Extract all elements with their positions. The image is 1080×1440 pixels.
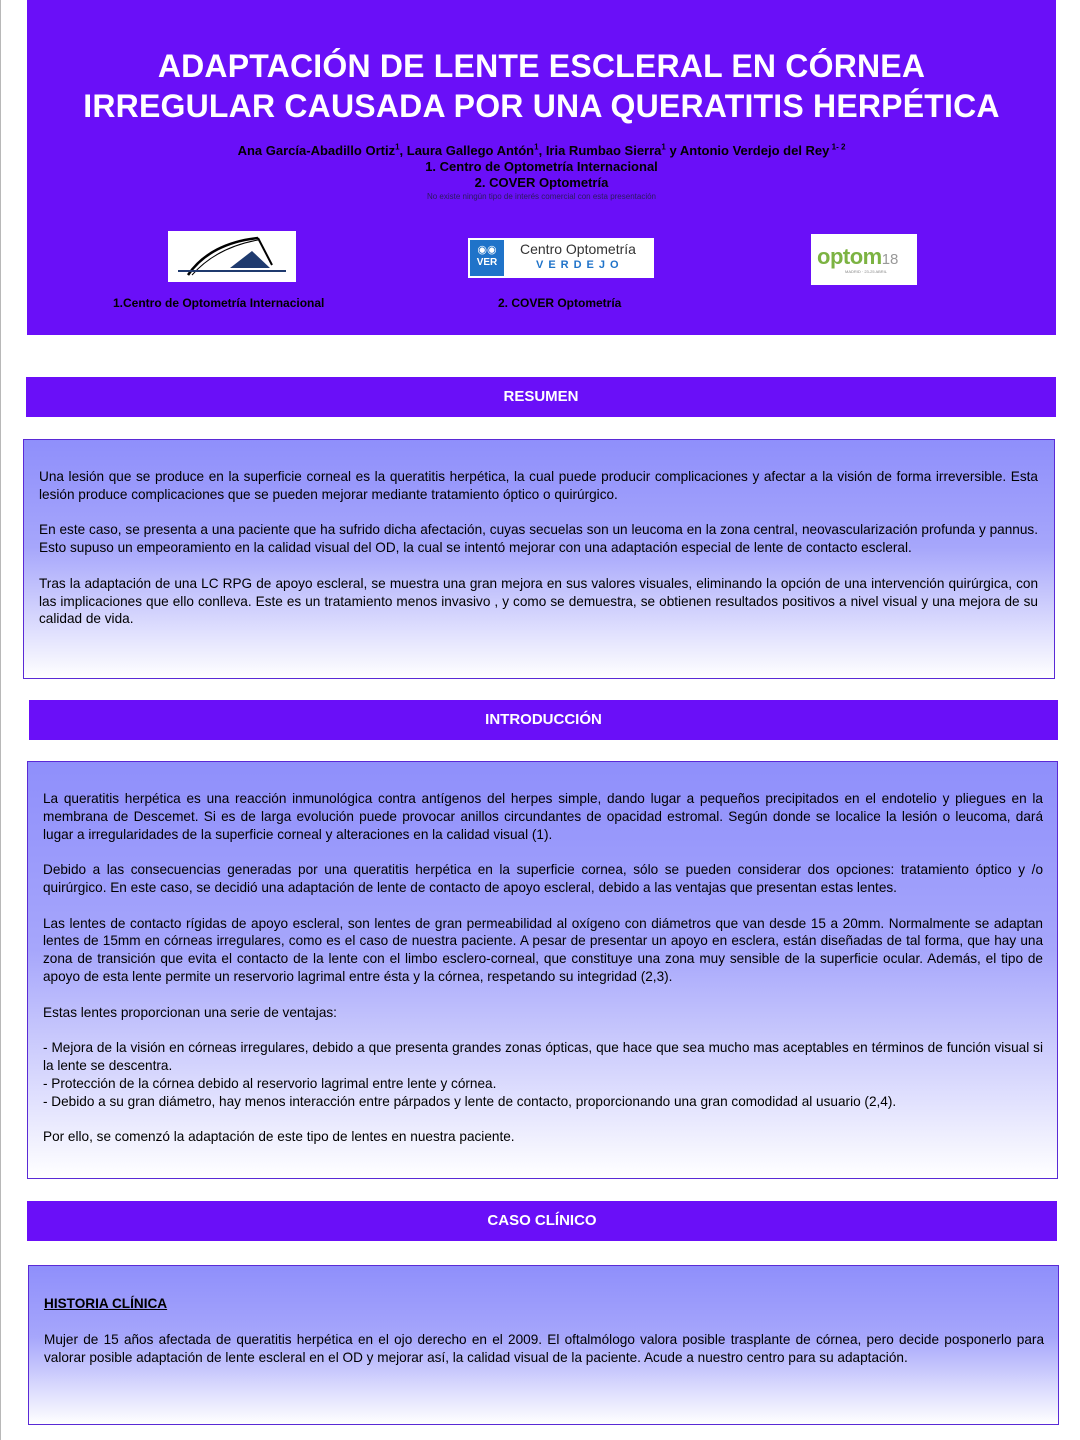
resumen-paragraph: Tras la adaptación de una LC RPG de apoyo escleral, se muestra una gran mejora en sus valores visuales, eliminando la opción de una intervención quirúrgica, con las implicaciones que ello conlleva. Este es un tratamiento menos invasivo , y como se demuestra, se obtienen resultados positivos a nivel visual y una mejora de su calidad de vida. [39, 575, 1038, 627]
optom-18-logo [811, 234, 917, 285]
author-affiliation-mark: 1 [534, 142, 539, 152]
caso-clinico-heading: CASO CLÍNICO [27, 1201, 1057, 1241]
poster-header [27, 0, 1056, 335]
caso-clinico-box [28, 1265, 1059, 1425]
ventajas-list: - Mejora de la visión en córneas irregulares, debido a que presenta grandes zonas ópticas, que hace que sea mucho mas aceptables en términos de función visual si la lente se descentra. - Protección de la córnea debido al reservorio lagrimal entre lente y córnea. - Debido a su gran diámetro, hay menos interacción entre párpados y lente de contacto, proporcionando una gran comodidad al usuario (2,4). [43, 1040, 1043, 1109]
author-affiliation-mark: 1- 2 [829, 142, 846, 152]
introduccion-paragraph: Estas lentes proporcionan una serie de ventajas: [43, 1004, 337, 1020]
introduccion-paragraph: Las lentes de contacto rígidas de apoyo escleral, son lentes de gran permeabilidad al oxígeno con diámetros que van desde 15 a 20mm. Normalmente se adaptan lentes de 15mm en córneas irregulares, como es el caso de nuestra paciente. A pesar de presentar un apoyo en esclera, están diseñadas de tal forma, que hay una zona de transición que evita el contacto de la lente con el limbo esclero-corneal, que constituye una zona muy sensible de la superficie ocular. Además, el tipo de apoyo de esta lente permite un reservorio lagrimal entre ésta y la córnea, respetando su integridad (2,3). [43, 915, 1043, 984]
author-separator: y [665, 143, 680, 158]
cover-badge: ◉◉ VER [470, 240, 504, 276]
author-separator: , [538, 143, 546, 158]
optom-subtitle: MADRID · 23-25 ABRIL [845, 269, 888, 274]
resumen-paragraph: Una lesión que se produce en la superficie corneal es la queratitis herpética, la cual puede producir complicaciones y afectar a la visión de forma irreversible. Esta lesión produce complicaciones que se pueden mejorar mediante tratamiento óptico o quirúrgico. [39, 469, 1038, 502]
logo2-title: Centro Optometría [520, 241, 636, 257]
introduccion-paragraph: La queratitis herpética es una reacción inmunológica contra antígenos del herpes simple, dando lugar a pequeños precipitados en el endotelio y pliegues en la membrana de Descemet. Si es de larga evolución puede provocar anillos circundantes de opacidad estromal. Según donde se localice la lesión o leucoma, dará lugar a irregularidades de la superficie corneal y alteraciones en la calidad visual (1). [43, 791, 1043, 842]
centro-optometria-internacional-logo [168, 231, 296, 282]
logo-caption-1: 1.Centro de Optometría Internacional [113, 296, 325, 310]
logo-caption-2: 2. COVER Optometría [498, 296, 622, 310]
optom-year: 18 [881, 251, 899, 268]
introduccion-paragraph: Por ello, se comenzó la adaptación de este tipo de lentes en nuestra paciente. [43, 1129, 515, 1145]
author-affiliation-mark: 1 [395, 142, 400, 152]
author-name: Laura Gallego Antón [406, 143, 535, 158]
author-name: Antonio Verdejo del Rey [679, 143, 830, 158]
author-name: Iria Rumbao Sierra [545, 143, 662, 158]
historia-clinica-subheading: HISTORIA CLÍNICA [44, 1296, 168, 1311]
author-affiliation-mark: 1 [661, 142, 666, 152]
logo2-subtitle: VERDEJO [536, 259, 624, 271]
resumen-box [23, 439, 1055, 679]
author-name: Ana García-Abadillo Ortiz [237, 143, 396, 158]
author-separator: , [399, 143, 407, 158]
authors-line [27, 142, 1056, 159]
optom-wordmark: optom [817, 244, 882, 269]
resumen-paragraph: En este caso, se presenta a una paciente que ha sufrido dicha afectación, cuyas secuelas son un leucoma en la zona central, neovascularización profunda y pannus. Esto supuso un empeoramiento en la calidad visual del OD, la cual se intentó mejorar con una adaptación especial de lente de contacto escleral. [39, 522, 1038, 556]
eyes-icon: ◉◉ [477, 244, 497, 256]
page-left-border [0, 0, 1, 1440]
resumen-heading: RESUMEN [26, 377, 1056, 417]
caso-clinico-paragraph: Mujer de 15 años afectada de queratitis herpética en el ojo derecho en el 2009. El oftalmólogo valora posible trasplante de córnea, pero decide posponerlo para valorar posible adaptación de lente escleral en el OD y mejorar así, la calidad visual de la paciente. Acude a nuestro centro para su adaptación. [44, 1331, 1044, 1365]
introduccion-paragraph: Debido a las consecuencias generadas por una queratitis herpética en la superficie cornea, sólo se pueden considerar dos opciones: tratamiento óptico y /o quirúrgico. En este caso, se decidió una adaptación de lente de contacto de apoyo escleral, debido a las ventajas que presentan estas lentes. [43, 862, 1043, 895]
poster-title: ADAPTACIÓN DE LENTE ESCLERAL EN CÓRNEA IRREGULAR CAUSADA POR UNA QUERATITIS HERPÉTICA [83, 48, 1000, 124]
introduccion-heading: INTRODUCCIÓN [29, 700, 1058, 740]
affiliation-2: 2. COVER Optometría [474, 175, 609, 190]
introduccion-box [27, 761, 1058, 1179]
affiliation-1: 1. Centro de Optometría Internacional [425, 159, 658, 174]
centro-optometria-verdejo-logo [468, 238, 654, 278]
conflict-disclaimer: No existe ningún tipo de interés comercial con esta presentación [426, 192, 657, 201]
